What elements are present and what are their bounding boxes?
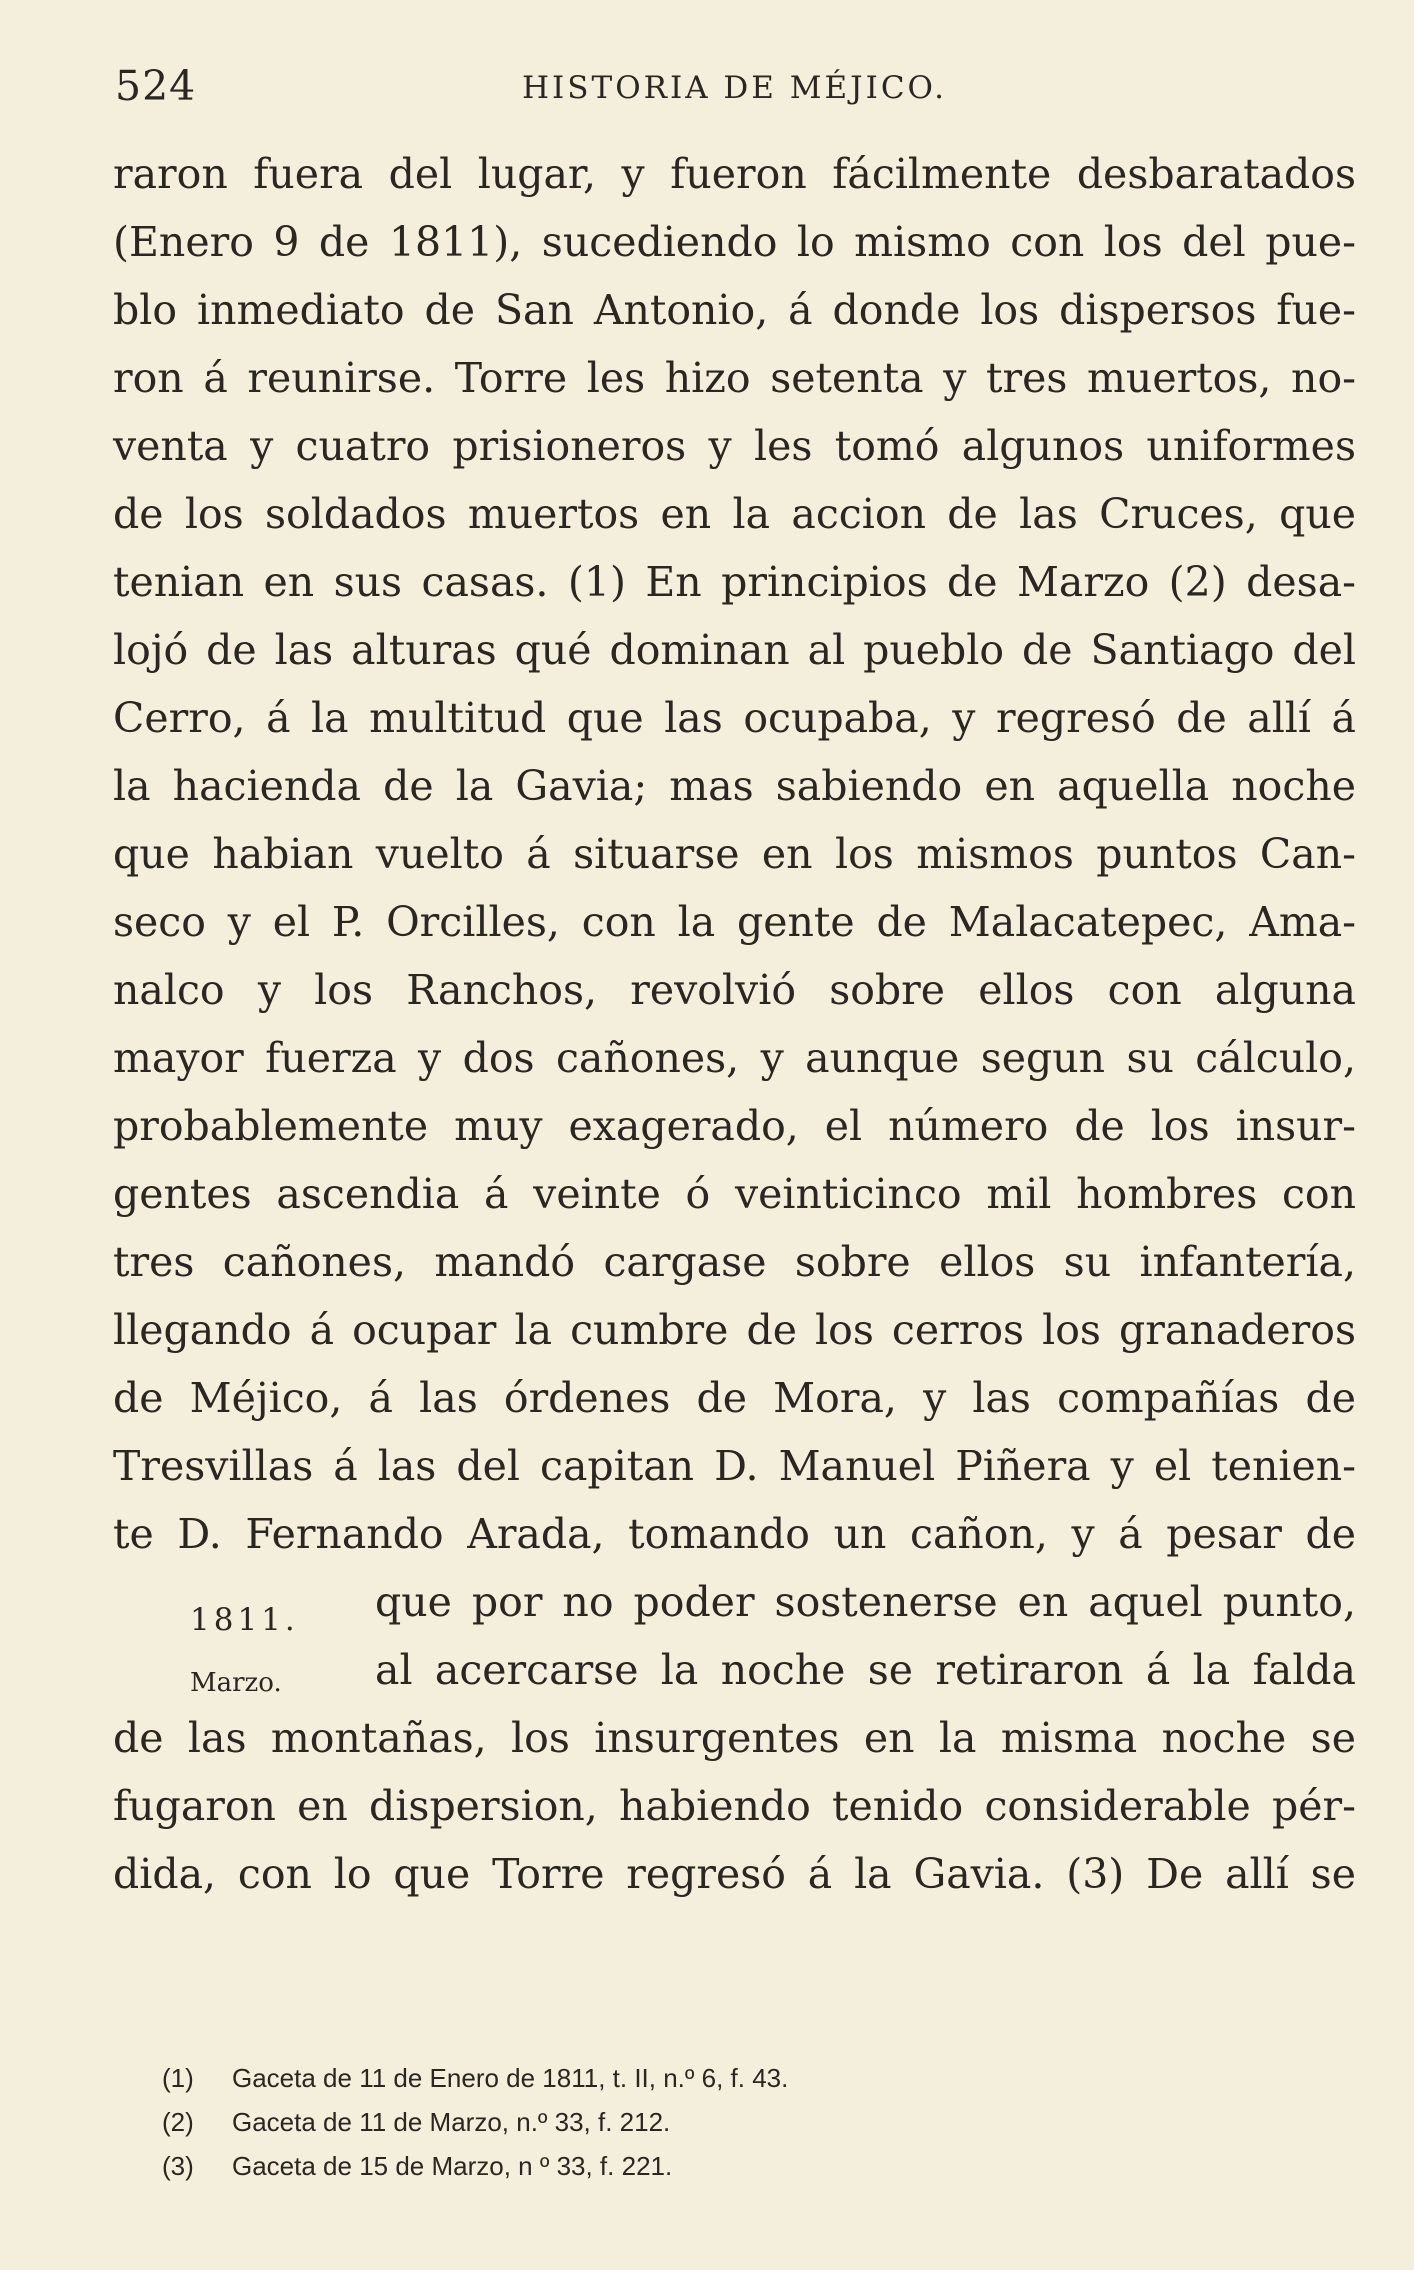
page-header bbox=[115, 62, 1355, 122]
text-line: raron fuera del lugar, y fueron fácilmente desbaratados bbox=[113, 150, 1356, 198]
text-line: gentes ascendia á veinte ó veinticinco mil hombres con bbox=[113, 1170, 1356, 1218]
text-line: la hacienda de la Gavia; mas sabiendo en aquella noche bbox=[113, 762, 1356, 810]
text-line: de Méjico, á las órdenes de Mora, y las compañías de bbox=[113, 1374, 1356, 1422]
footnote bbox=[162, 2100, 1062, 2144]
text-line: tenian en sus casas. (1) En principios de Marzo (2) desa- bbox=[113, 558, 1356, 606]
footnote-marker: (3) bbox=[162, 2151, 194, 2181]
page-number: 524 bbox=[115, 62, 197, 110]
footnote-text: Gaceta de 11 de Marzo, n.º 33, f. 212. bbox=[232, 2107, 671, 2137]
text-line: blo inmediato de San Antonio, á donde los dispersos fue- bbox=[113, 286, 1356, 334]
footnote-marker: (2) bbox=[162, 2107, 194, 2137]
footnote bbox=[162, 2056, 1062, 2100]
text-line: seco y el P. Orcilles, con la gente de Malacatepec, Ama- bbox=[113, 898, 1356, 946]
text-line: que por no poder sostenerse en aquel punto, bbox=[375, 1578, 1356, 1626]
footnote-text: Gaceta de 11 de Enero de 1811, t. II, n.º 6, f. 43. bbox=[232, 2063, 789, 2093]
footnotes bbox=[162, 2056, 1062, 2188]
footnote-marker: (1) bbox=[162, 2063, 194, 2093]
marginal-note-month: Marzo. bbox=[190, 1668, 282, 1698]
footnote bbox=[162, 2144, 1062, 2188]
text-line: Cerro, á la multitud que las ocupaba, y regresó de allí á bbox=[113, 694, 1356, 742]
text-line: de los soldados muertos en la accion de las Cruces, que bbox=[113, 490, 1356, 538]
text-line: de las montañas, los insurgentes en la misma noche se bbox=[113, 1714, 1356, 1762]
text-line: probablemente muy exagerado, el número de los insur- bbox=[113, 1102, 1356, 1150]
running-head: HISTORIA DE MÉJICO. bbox=[522, 70, 947, 106]
text-line: fugaron en dispersion, habiendo tenido considerable pér- bbox=[113, 1782, 1356, 1830]
text-line: nalco y los Ranchos, revolvió sobre ellos con alguna bbox=[113, 966, 1356, 1014]
text-line: ron á reunirse. Torre les hizo setenta y tres muertos, no- bbox=[113, 354, 1356, 402]
text-line: te D. Fernando Arada, tomando un cañon, y á pesar de bbox=[113, 1510, 1356, 1558]
text-line: dida, con lo que Torre regresó á la Gavia. (3) De allí se bbox=[113, 1850, 1356, 1898]
text-line: que habian vuelto á situarse en los mismos puntos Can- bbox=[113, 830, 1356, 878]
text-line: venta y cuatro prisioneros y les tomó algunos uniformes bbox=[113, 422, 1356, 470]
text-line: llegando á ocupar la cumbre de los cerros los granaderos bbox=[113, 1306, 1356, 1354]
text-line: (Enero 9 de 1811), sucediendo lo mismo con los del pue- bbox=[113, 218, 1356, 266]
footnote-text: Gaceta de 15 de Marzo, n º 33, f. 221. bbox=[232, 2151, 673, 2181]
text-line: mayor fuerza y dos cañones, y aunque segun su cálculo, bbox=[113, 1034, 1356, 1082]
text-line: Tresvillas á las del capitan D. Manuel Piñera y el tenien- bbox=[113, 1442, 1356, 1490]
text-line: al acercarse la noche se retiraron á la falda bbox=[375, 1646, 1356, 1694]
text-line: lojó de las alturas qué dominan al pueblo de Santiago del bbox=[113, 626, 1356, 674]
body-text bbox=[113, 140, 1356, 1908]
marginal-note-year: 1811. bbox=[190, 1602, 299, 1638]
text-line: tres cañones, mandó cargase sobre ellos su infantería, bbox=[113, 1238, 1356, 1286]
